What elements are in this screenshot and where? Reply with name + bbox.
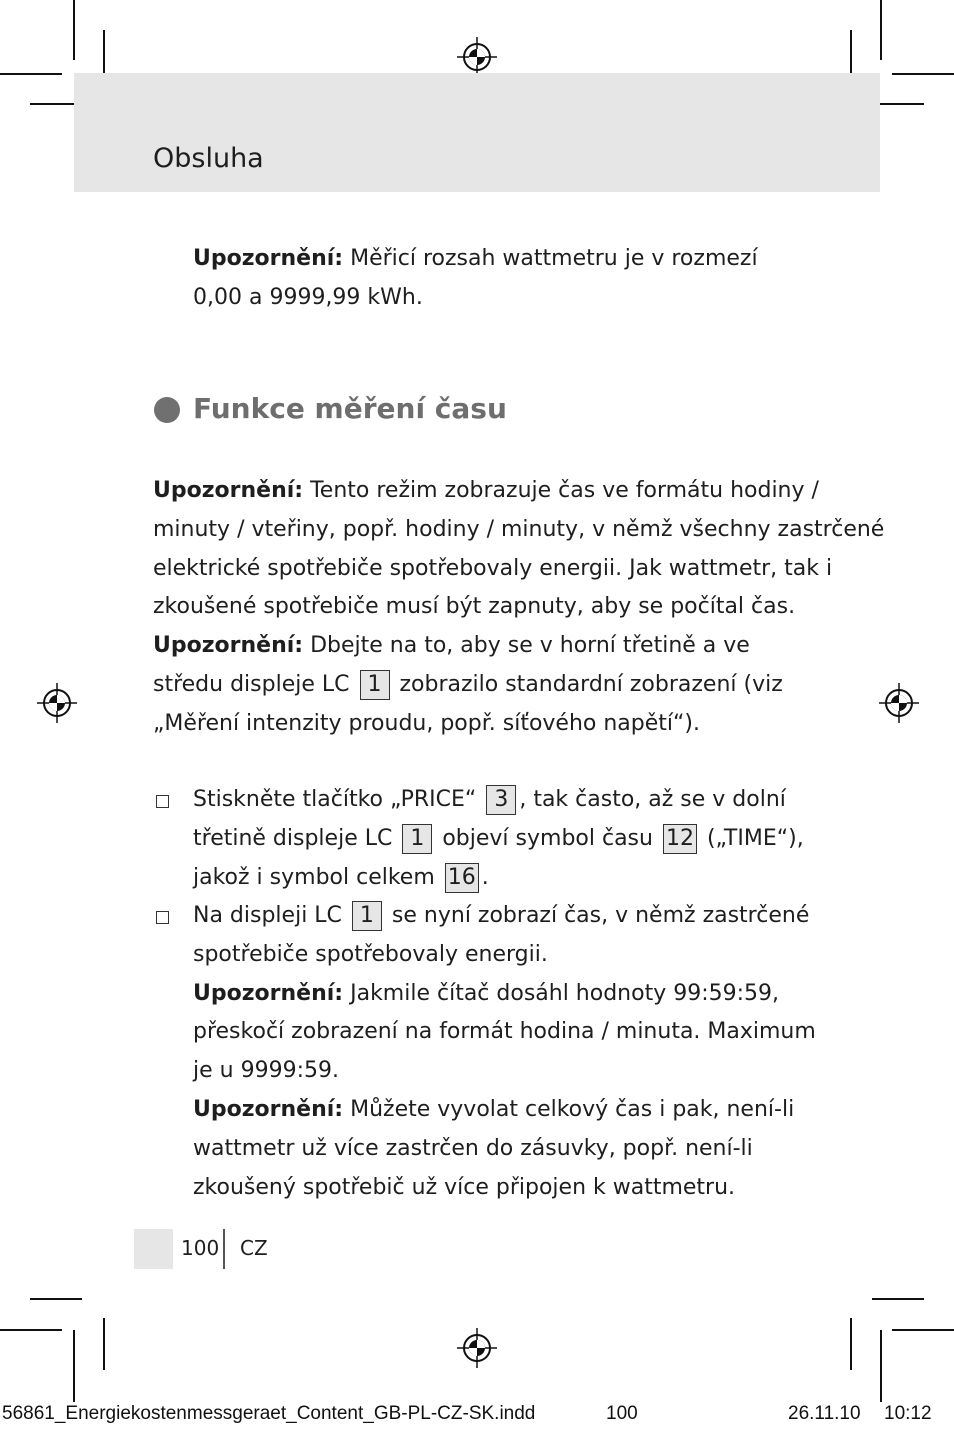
- text-line: zkoušené spotřebiče musí být zapnuty, aby se počítal čas.: [153, 594, 796, 620]
- reference-number: 1: [360, 670, 390, 700]
- crop-mark: [880, 0, 882, 60]
- checkbox-icon: [156, 911, 169, 924]
- text-line: .: [481, 864, 489, 890]
- text-line: jakož i symbol celkem: [193, 864, 435, 890]
- crop-mark: [73, 0, 75, 60]
- text-line: Dbejte na to, aby se v horní třetině a ve: [310, 633, 750, 659]
- note-top: [193, 240, 758, 318]
- text-line: Můžete vyvolat celkový čas i pak, není-li: [350, 1096, 795, 1122]
- paragraph: [153, 472, 884, 744]
- reference-number: 16: [445, 863, 479, 893]
- crop-mark: [103, 1318, 105, 1370]
- registration-mark-icon: [879, 683, 919, 723]
- crop-mark: [872, 1298, 924, 1300]
- text-line: zkoušený spotřebič už více připojen k wattmetru.: [193, 1174, 736, 1200]
- reference-number: 3: [486, 785, 516, 815]
- text-line: („TIME“),: [706, 825, 804, 851]
- footer-divider: [223, 1229, 225, 1269]
- crop-mark: [73, 1330, 75, 1402]
- page-number: 100: [181, 1236, 220, 1260]
- note-label: Upozornění:: [153, 633, 304, 659]
- text-line: je u 9999:59.: [193, 1058, 339, 1084]
- text-line: wattmetr už více zastrčen do zásuvky, popř. není-li: [193, 1135, 753, 1161]
- registration-mark-icon: [457, 37, 497, 77]
- text-line: „Měření intenzity proudu, popř. síťového napětí“).: [153, 710, 700, 736]
- reference-number: 1: [352, 901, 382, 931]
- note-label: Upozornění:: [193, 980, 344, 1006]
- crop-mark: [30, 1298, 82, 1300]
- crop-mark: [880, 1330, 882, 1402]
- text-line: zobrazilo standardní zobrazení (viz: [399, 671, 783, 697]
- text-line: se nyní zobrazí čas, v němž zastrčené: [391, 903, 810, 928]
- text-line: přeskočí zobrazení na formát hodina / minuta. Maximum: [193, 1019, 816, 1045]
- registration-mark-icon: [457, 1328, 497, 1368]
- step-item: [193, 897, 816, 1207]
- step-item: [193, 781, 804, 897]
- text-line: elektrické spotřebiče spotřebovaly energii. Jak wattmetr, tak i: [153, 555, 833, 581]
- text-line: Na displeji LC: [193, 903, 342, 928]
- crop-mark: [850, 1318, 852, 1370]
- page-title: Obsluha: [153, 143, 264, 174]
- note-label: Upozornění:: [153, 478, 304, 503]
- checkbox-icon: [156, 795, 169, 808]
- note-label: Upozornění:: [193, 1096, 344, 1122]
- slug-filename: 56861_Energiekostenmessgeraet_Content_GB-PL-CZ-SK.indd: [2, 1403, 536, 1424]
- crop-mark: [0, 73, 62, 75]
- text-line: Stiskněte tlačítko „PRICE“: [193, 787, 477, 812]
- reference-number: 12: [663, 824, 697, 854]
- section-heading: Funkce měření času: [193, 392, 507, 425]
- note-label: Upozornění:: [193, 246, 344, 271]
- text-line: spotřebiče spotřebovaly energii.: [193, 941, 548, 967]
- slug-date: 26.11.10: [788, 1403, 861, 1424]
- crop-mark: [892, 1329, 954, 1331]
- crop-mark: [0, 1329, 62, 1331]
- text-line: objeví symbol času: [442, 825, 653, 851]
- text-line: minuty / vteřiny, popř. hodiny / minuty, v němž všechny zastrčené: [153, 516, 885, 542]
- heading-bullet-icon: [154, 397, 180, 423]
- note-text: 0,00 a 9999,99 kWh.: [193, 284, 423, 310]
- slug-time: 10:12: [884, 1403, 932, 1424]
- note-text: Měřicí rozsah wattmetru je v rozmezí: [350, 246, 758, 271]
- registration-mark-icon: [37, 683, 77, 723]
- language-code: CZ: [240, 1236, 268, 1260]
- reference-number: 1: [402, 824, 432, 854]
- text-line: Tento režim zobrazuje čas ve formátu hodiny /: [310, 478, 819, 503]
- footer-tab: [134, 1229, 173, 1269]
- header-band: [74, 73, 880, 192]
- text-line: , tak často, až se v dolní: [519, 787, 786, 812]
- crop-mark: [892, 73, 954, 75]
- slug-page: 100: [606, 1403, 638, 1424]
- text-line: středu displeje LC: [153, 671, 350, 697]
- text-line: třetině displeje LC: [193, 825, 393, 851]
- text-line: Jakmile čítač dosáhl hodnoty 99:59:59,: [350, 980, 780, 1006]
